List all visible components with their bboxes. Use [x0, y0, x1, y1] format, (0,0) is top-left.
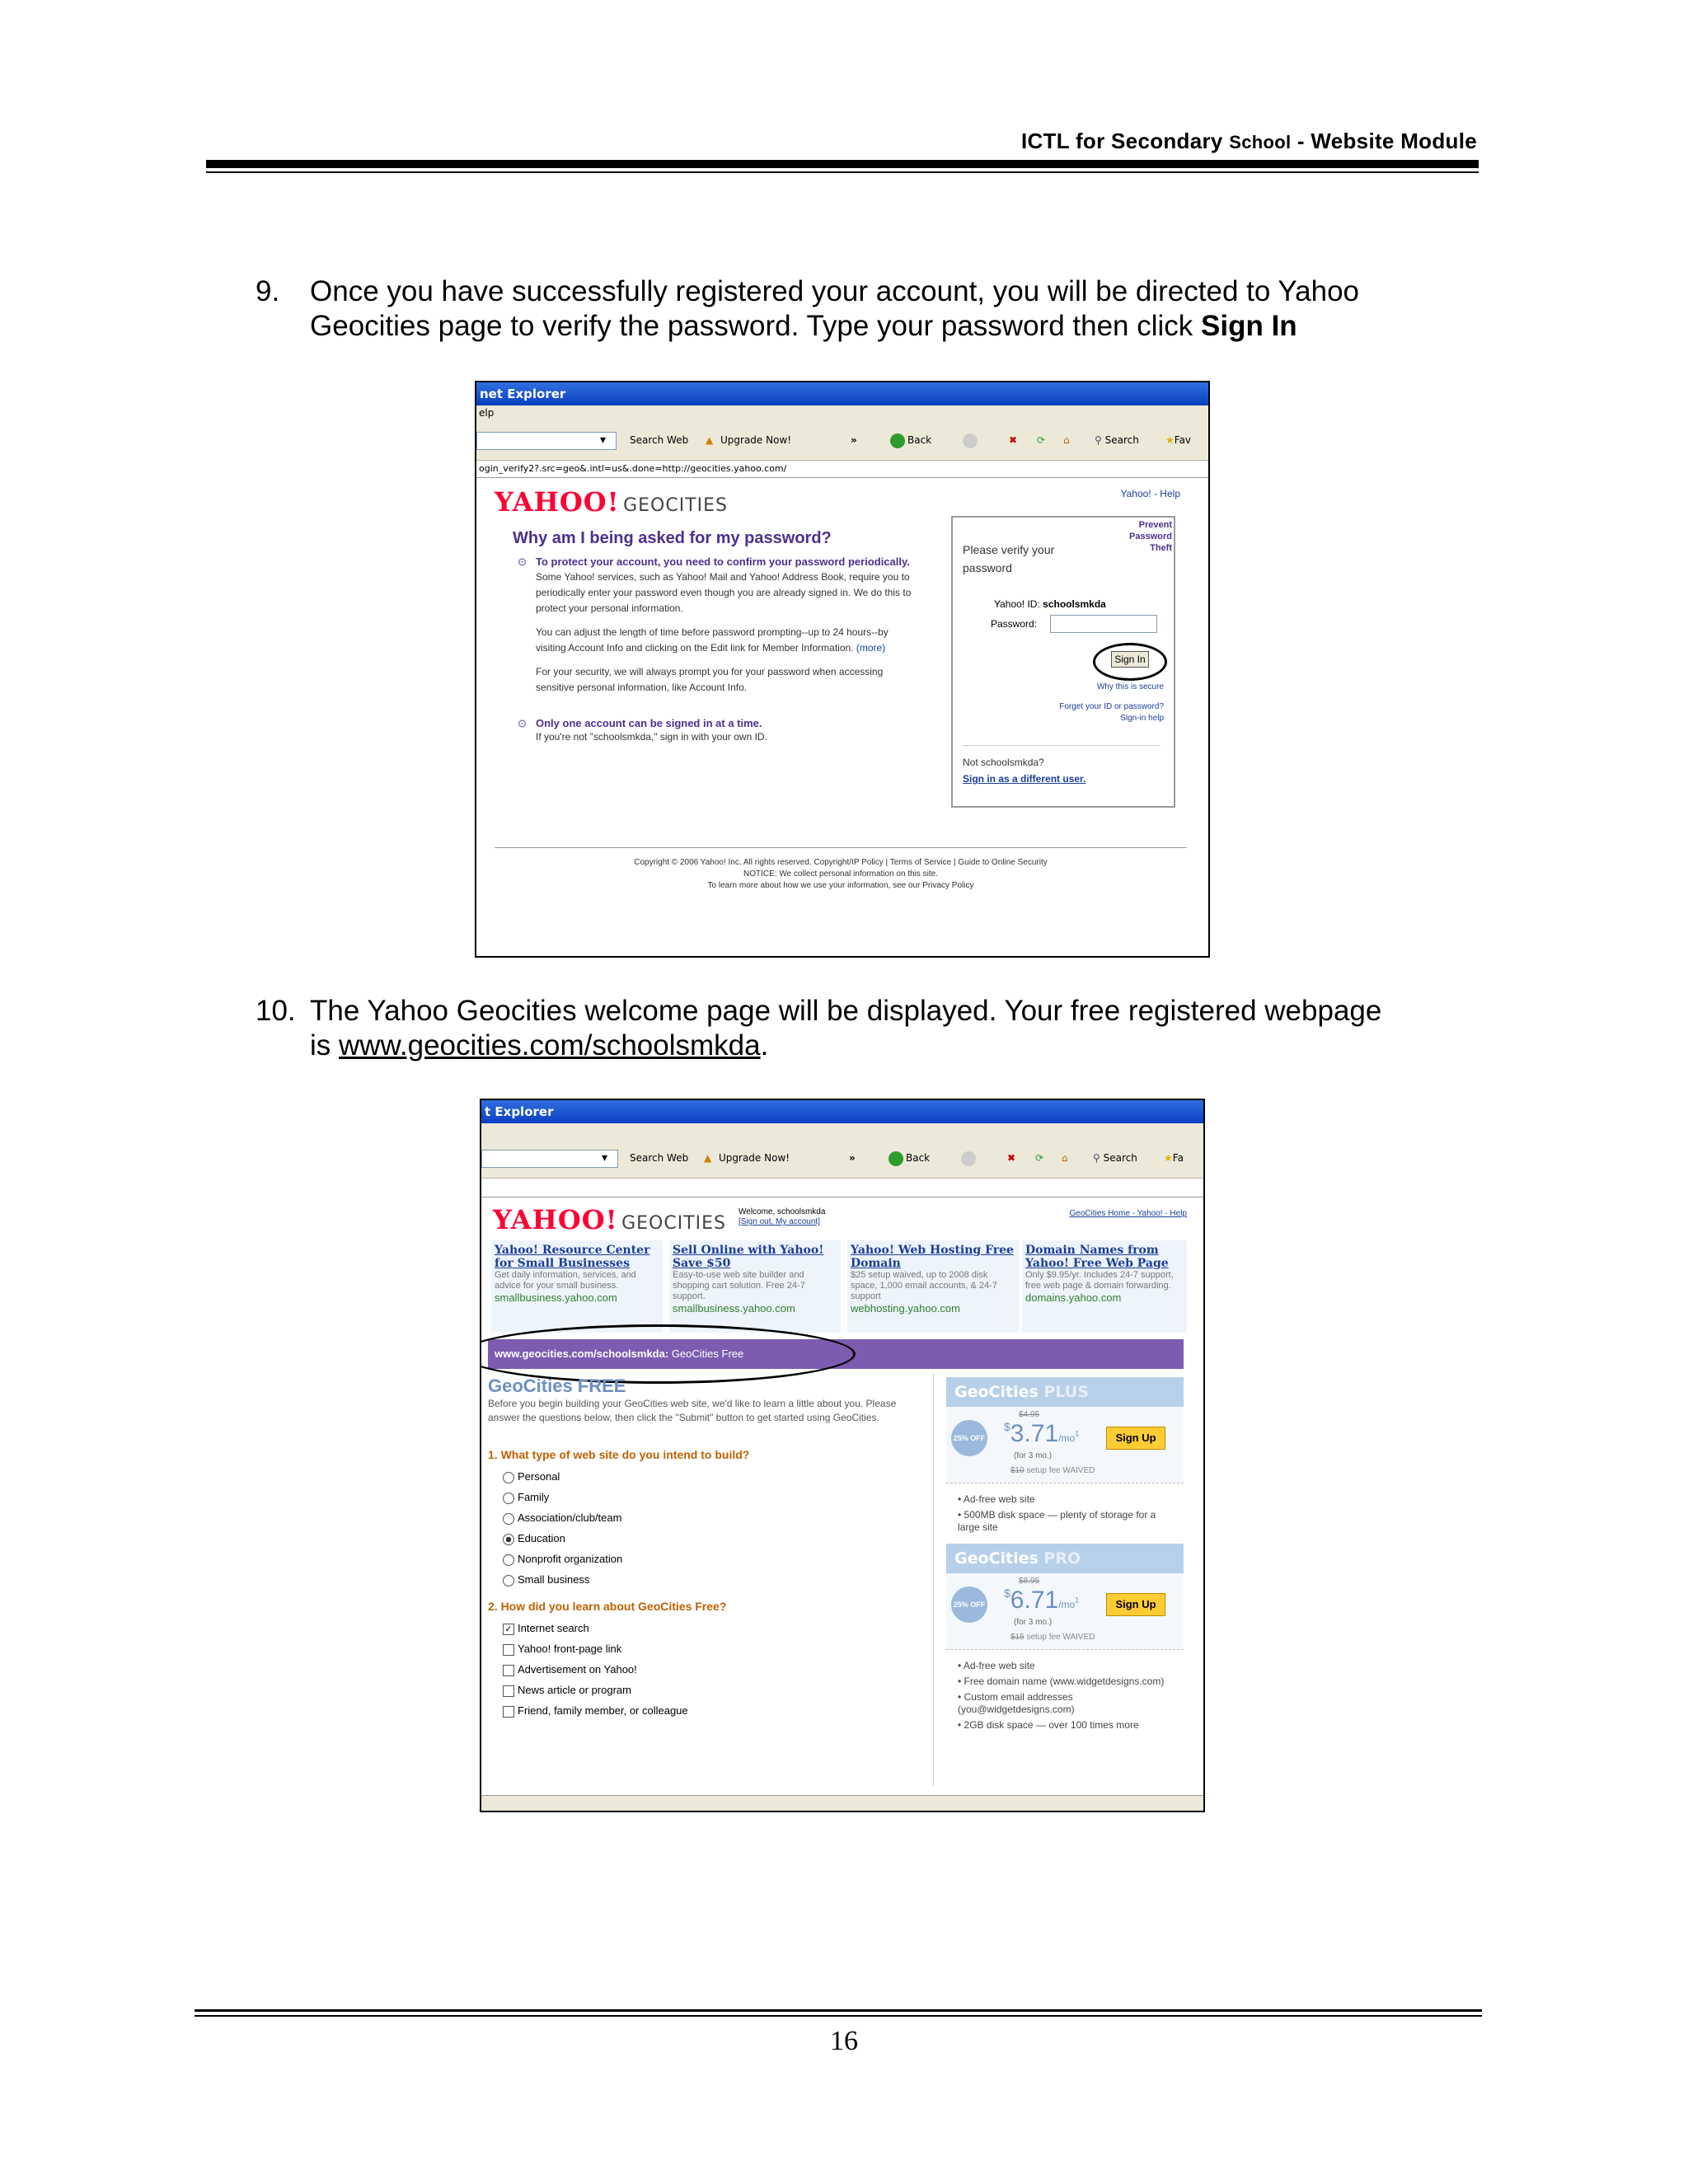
verify-box	[951, 516, 1175, 808]
step-9-text: Once you have successfully registered your account, you will be directed to Yahoo Geocities page to verify the password. Type your password then click Sign In	[310, 275, 1360, 342]
search-icon: ⚲	[1093, 1152, 1100, 1164]
radio-association[interactable]: Association/club/team	[503, 1507, 925, 1528]
pro-price: $\$6.71/mo^1$	[1004, 1586, 1080, 1614]
search-button[interactable]: ⚲ Search	[1093, 1152, 1137, 1164]
warning-icon: ▲	[704, 1152, 712, 1164]
warning-icon: ▲	[706, 434, 714, 446]
screenshot-password-verify	[475, 381, 1210, 958]
bullet-icon: ⊙	[518, 717, 527, 729]
forward-arrow-icon	[961, 1151, 976, 1166]
check-front-page[interactable]: Yahoo! front-page link	[503, 1638, 925, 1659]
password-label: Password:	[991, 618, 1038, 630]
footer-rule	[195, 2009, 1482, 2012]
box-divider	[963, 745, 1160, 746]
toolbar-more-icon[interactable]: »	[849, 1152, 856, 1164]
header-rule	[206, 160, 1479, 168]
setup-fee: $10 setup fee WAIVED	[1010, 1466, 1095, 1475]
bullet-icon: ⊙	[518, 555, 527, 568]
page-content	[476, 478, 1208, 956]
check-friend[interactable]: Friend, family member, or colleague	[503, 1700, 925, 1721]
price-term: (for 3 mo.)	[1014, 1618, 1053, 1627]
plus-price: $\$3.71/mo^1$	[1004, 1420, 1080, 1447]
reason-1-title: ⊙ To protect your account, you need to confirm your password periodically.	[518, 555, 910, 568]
forward-arrow-icon	[963, 434, 978, 448]
pro-plan-header: GeoCities PRO	[946, 1544, 1184, 1573]
step-9	[256, 274, 1492, 349]
geocities-free-title: GeoCities FREE	[488, 1376, 626, 1396]
top-links[interactable]: Yahoo! - Help	[1120, 488, 1180, 499]
header-rule-thin	[206, 171, 1479, 173]
price-term: (for 3 mo.)	[1014, 1451, 1053, 1460]
verify-prompt: Please verify your password	[963, 543, 1055, 574]
search-icon: ⚲	[1095, 434, 1102, 446]
upgrade-button[interactable]: Upgrade Now!	[719, 1152, 790, 1164]
discount-badge: 25% OFF	[951, 1420, 987, 1456]
screenshot-welcome-page	[480, 1099, 1205, 1812]
toolbar-dropdown-icon[interactable]: ▾	[600, 434, 607, 447]
reason-1-p2: You can adjust the length of time before password prompting--up to 24 hours--by visiting Account Info and clicking on the Edit link for Member Information. (more)	[536, 626, 889, 654]
top-links[interactable]: GeoCities Home - Yahoo! - Help	[1069, 1209, 1187, 1218]
check-advertisement[interactable]: Advertisement on Yahoo!	[503, 1659, 925, 1680]
toolbar-search-box[interactable]	[481, 1150, 618, 1168]
prevent-theft-label: Prevent Password Theft	[1129, 520, 1172, 553]
account-links[interactable]: [Sign out, My account]	[738, 1217, 820, 1226]
reason-1-p3: For your security, we will always prompt you for your password when accessing sensitive personal information, like Account Info.	[536, 666, 884, 693]
pro-plan-price	[946, 1573, 1184, 1649]
ie-title-bar: net Explorer	[476, 382, 1208, 405]
toolbar-search-box[interactable]	[476, 432, 617, 450]
plans-column	[946, 1377, 1184, 1806]
q1-options	[488, 1466, 925, 1590]
old-price: $8.95	[1019, 1577, 1040, 1586]
discount-badge: 25% OFF	[951, 1586, 987, 1623]
radio-family[interactable]: Family	[503, 1487, 925, 1507]
promo-box-4[interactable]: Domain Names from Yahoo! Free Web Page Only $9.95/yr. Includes 24-7 support, free web page & domain forwarding. domains.yahoo.com	[1022, 1240, 1187, 1333]
check-news[interactable]: News article or program	[503, 1680, 925, 1700]
toolbar-dropdown-icon[interactable]: ▾	[602, 1151, 608, 1165]
home-icon[interactable]: ⌂	[1062, 1152, 1068, 1164]
plus-plan-header: GeoCities PLUS	[946, 1377, 1184, 1407]
address-bar[interactable]: ogin_verify2?.src=geo&.intl=us&.done=http://geocities.yahoo.com/	[476, 461, 1208, 478]
page-content	[481, 1197, 1203, 1807]
pro-sign-up-button[interactable]: Sign Up	[1106, 1593, 1165, 1616]
step-10-number: 10.	[256, 995, 296, 1027]
toolbar-more-icon[interactable]: »	[851, 434, 857, 446]
forgot-link[interactable]: Forget your ID or password?	[1059, 702, 1164, 711]
refresh-icon[interactable]: ⟳	[1035, 1152, 1044, 1164]
back-button[interactable]: Back	[890, 432, 931, 448]
setup-fee: $15 setup fee WAIVED	[1010, 1633, 1095, 1642]
yahoo-geocities-logo[interactable]: YAHOO! GEOCITIES	[495, 486, 729, 518]
stop-icon[interactable]: ✖	[1007, 1152, 1016, 1164]
address-bar[interactable]	[481, 1179, 1203, 1197]
footer-divider	[495, 847, 1187, 848]
ie-menu-bar[interactable]	[481, 1123, 1203, 1138]
ie-title-bar: t Explorer	[481, 1100, 1203, 1123]
pro-features: • Ad-free web site • Free domain name (www.widgetdesigns.com) • Custom email addresses (you@widgetdesigns.com) • 2GB disk space — over 100 times more	[946, 1649, 1184, 1740]
why-secure-link[interactable]: Why this is secure	[1096, 682, 1164, 691]
reason-1-p1: Some Yahoo! services, such as Yahoo! Mail and Yahoo! Address Book, require you to periodically enter your password even though you are already signed in. We do this to protect your personal information.	[536, 571, 912, 614]
page-number: 16	[830, 2026, 858, 2056]
why-heading: Why am I being asked for my password?	[513, 529, 832, 547]
site-url[interactable]: www.geocities.com/schoolsmkda:	[495, 1347, 669, 1360]
page-footer: Copyright © 2006 Yahoo! Inc. All rights reserved. Copyright/IP Policy | Terms of Service | Guide to Online Security NOTICE: We collect personal information on this site. To learn more about how we use your information, see our Privacy Policy	[634, 858, 1048, 890]
different-user-link[interactable]: Sign in as a different user.	[963, 773, 1086, 785]
sign-in-help-link[interactable]: Sign-in help	[1120, 714, 1164, 723]
radio-education[interactable]: Education	[503, 1528, 925, 1549]
site-url-banner: www.geocities.com/schoolsmkda: GeoCities Free	[488, 1339, 1184, 1369]
star-icon: ★	[1165, 434, 1175, 446]
questionnaire	[488, 1376, 925, 1721]
intro-text: Before you begin building your GeoCities web site, we'd like to learn a little about you. Please answer the questions below, then click the "Submit" button to get started using GeoCities.	[488, 1398, 897, 1423]
refresh-icon[interactable]: ⟳	[1037, 434, 1046, 446]
back-button[interactable]: Back	[889, 1150, 930, 1166]
reason-2-title: ⊙ Only one account can be signed in at a time.	[518, 717, 762, 729]
yahoo-id-row: Yahoo! ID: schoolsmkda	[994, 598, 1106, 610]
geocities-url-link[interactable]: www.geocities.com/schoolsmkda	[339, 1029, 761, 1062]
footer-rule-thin	[195, 2015, 1482, 2017]
yahoo-geocities-logo[interactable]: YAHOO! GEOCITIES	[493, 1204, 727, 1235]
sign-in-button[interactable]: Sign In	[1111, 651, 1149, 668]
promo-box-1[interactable]: Yahoo! Resource Center for Small Businesses Get daily information, services, and advice for your small business. smallbusiness.yahoo.com	[491, 1240, 663, 1333]
not-user-text: Not schoolsmkda?	[963, 757, 1044, 768]
ie-toolbar	[476, 420, 1208, 461]
more-link[interactable]: (more)	[856, 642, 886, 654]
plus-sign-up-button[interactable]: Sign Up	[1106, 1427, 1165, 1450]
reason-block-1	[516, 555, 920, 745]
search-button[interactable]: ⚲ Search	[1095, 434, 1139, 446]
search-web-button[interactable]: Search Web	[630, 434, 689, 446]
back-arrow-icon	[889, 1151, 903, 1166]
step-9-number: 9.	[256, 275, 280, 307]
forward-button[interactable]	[961, 1150, 978, 1166]
column-divider	[933, 1374, 934, 1786]
step-10	[256, 994, 1492, 1068]
forward-button[interactable]	[963, 432, 980, 448]
check-internet-search[interactable]: ✓ Internet search	[503, 1618, 925, 1638]
radio-nonprofit[interactable]: Nonprofit organization	[503, 1549, 925, 1569]
ie-toolbar	[481, 1138, 1203, 1179]
q2-options	[488, 1618, 925, 1721]
welcome-text: Welcome, schoolsmkda	[738, 1207, 826, 1216]
radio-personal[interactable]: Personal	[503, 1466, 925, 1487]
promo-box-2[interactable]: Sell Online with Yahoo! Save $50 Easy-to-use web site builder and shopping cart solution. Free 24-7 support. smallbusiness.yahoo.com	[669, 1240, 841, 1333]
promo-box-3[interactable]: Yahoo! Web Hosting Free Domain $25 setup waived, up to 2008 disk space, 1,000 email accounts, & 24-7 support webhosting.yahoo.com	[847, 1240, 1019, 1333]
radio-small-business[interactable]: Small business	[503, 1569, 925, 1590]
status-bar	[481, 1795, 1203, 1811]
upgrade-button[interactable]: Upgrade Now!	[720, 434, 792, 446]
welcome-block	[738, 1207, 825, 1227]
ie-menu-bar[interactable]: elp	[476, 405, 1208, 420]
reason-2-p: If you're not "schoolsmkda," sign in with your own ID.	[536, 731, 767, 743]
back-arrow-icon	[890, 434, 905, 448]
password-input[interactable]	[1050, 615, 1157, 633]
star-icon: ★	[1164, 1152, 1173, 1164]
old-price: $4.95	[1019, 1410, 1040, 1419]
step-10-text: The Yahoo Geocities welcome page will be displayed. Your free registered webpage is www.geocities.com/schoolsmkda.	[310, 995, 1382, 1062]
plus-features: • Ad-free web site • 500MB disk space — plenty of storage for a large site	[946, 1483, 1184, 1542]
favorites-button[interactable]: ★Fa	[1164, 1152, 1184, 1164]
header-title: ICTL for Secondary School - Website Module	[1020, 129, 1477, 153]
favorites-button[interactable]: ★Fav	[1165, 434, 1192, 446]
question-2: 2. How did you learn about GeoCities Free?	[488, 1600, 727, 1613]
search-web-button[interactable]: Search Web	[630, 1152, 689, 1164]
question-1: 1. What type of web site do you intend to build?	[488, 1448, 750, 1461]
stop-icon[interactable]: ✖	[1009, 434, 1018, 446]
plus-plan-price	[946, 1407, 1184, 1483]
home-icon[interactable]: ⌂	[1063, 434, 1070, 446]
